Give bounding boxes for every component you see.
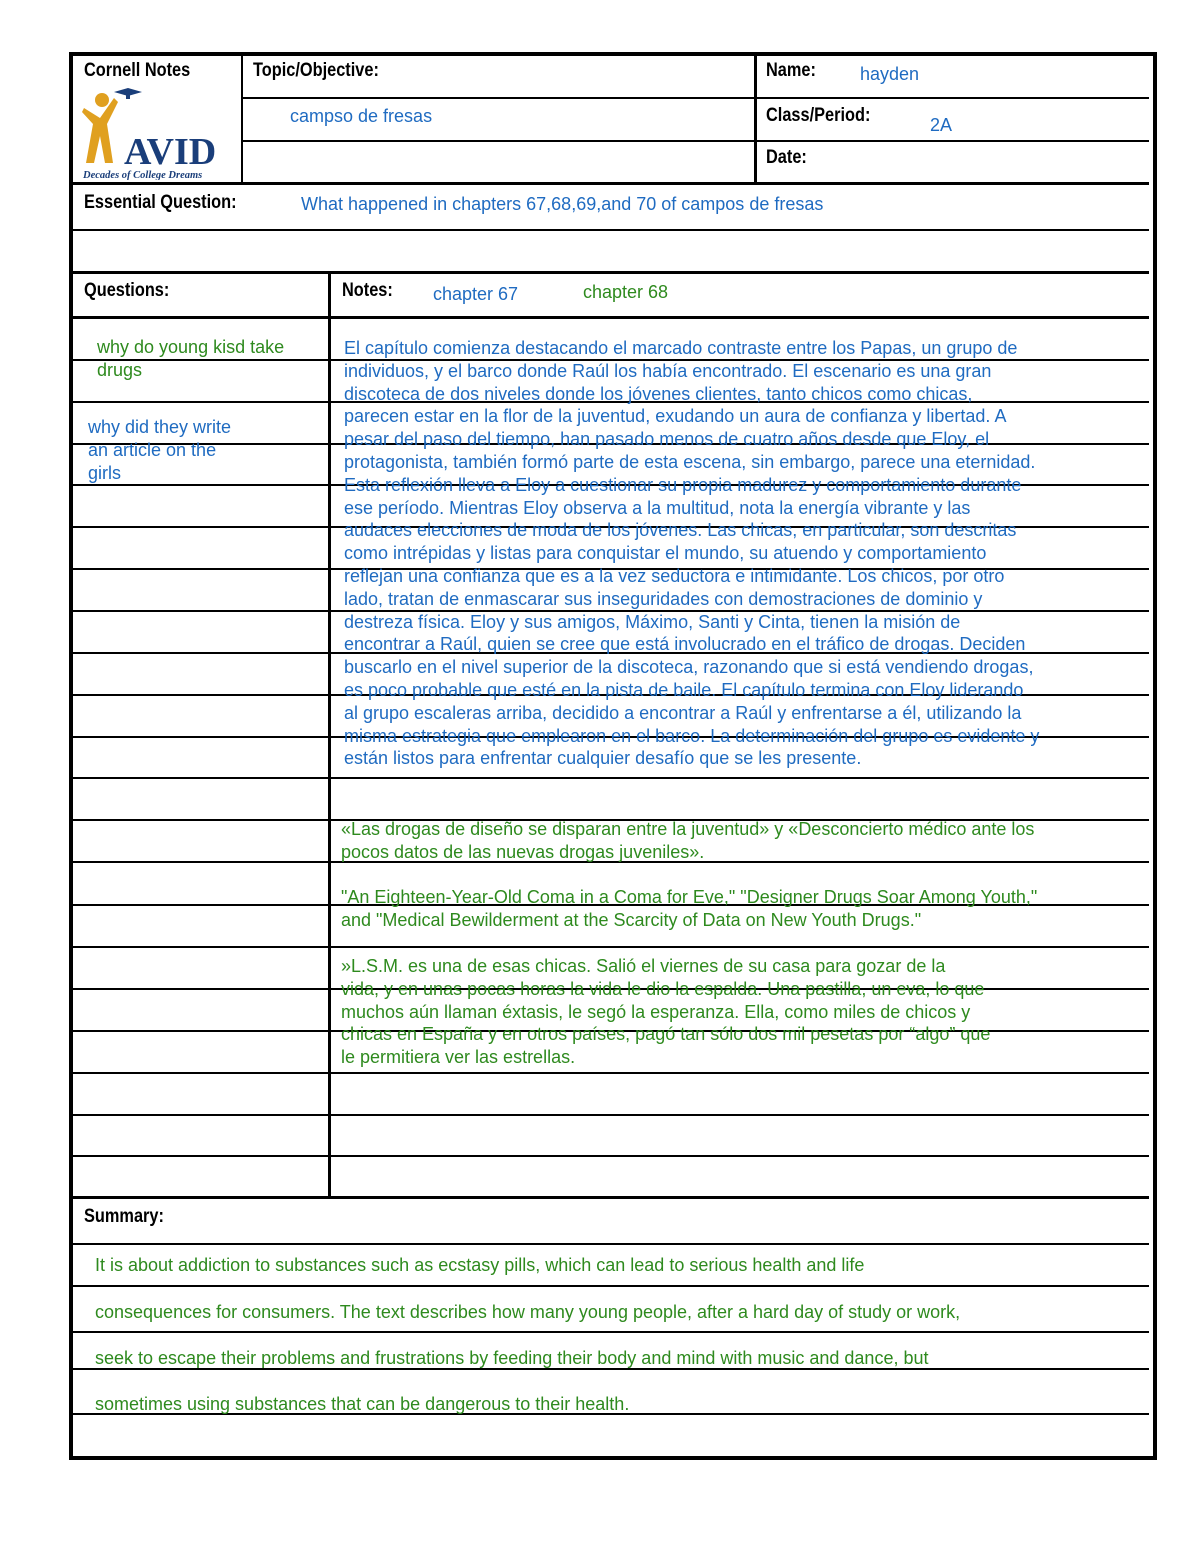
essential-rule: [73, 229, 1149, 231]
notes-line: lado, tratan de enmascarar sus inseguridades con demostraciones de dominio y: [344, 588, 983, 609]
notes-line: buscarlo en el nivel superior de la discoteca, razonando que si está vendiendo drogas,: [344, 657, 1034, 678]
avid-brand-text: AVID: [124, 131, 217, 173]
notes-line: parecen estar en la flor de la juventud, exudando un aura de confianza y libertad. A: [344, 406, 1007, 427]
question-line: drugs: [97, 359, 143, 380]
notes-line: destreza física. Eloy y sus amigos, Máximo, Santi y Cinta, tienen la misión de: [344, 611, 961, 632]
header-bottom-rule: [73, 182, 1149, 185]
notes-line: pocos datos de las nuevas drogas juveniles».: [341, 841, 705, 862]
notes-line: reflejan una confianza que es a la vez seductora e intimidante. Los chicos, por otro: [344, 565, 1005, 586]
notes-line: encontrar a Raúl, quien se cree que está involucrado en el tráfico de drogas. Deciden: [344, 634, 1026, 655]
notes-line: discoteca de dos niveles donde los jóvenes clientes, tanto chicos como chicas,: [344, 383, 973, 404]
ruled-line: [73, 1114, 1149, 1116]
question-line: an article on the: [88, 439, 217, 460]
name-label: Name:: [766, 60, 816, 81]
cornell-notes-label: Cornell Notes: [84, 60, 191, 81]
notes-line: ese período. Mientras Eloy observa a la multitud, nota la energía vibrante y las: [344, 497, 971, 518]
essential-question-label: Essential Question:: [84, 192, 237, 213]
notes-line: El capítulo comienza destacando el marcado contraste entre los Papas, un grupo de: [344, 338, 1018, 358]
summary-line: consequences for consumers. The text describes how many young people, after a hard day of study or work,: [95, 1302, 961, 1322]
summary-rule: [73, 1243, 1149, 1245]
header-rule: [243, 140, 1149, 142]
question-item: [88, 416, 231, 484]
notes-line: muchos aún llaman éxtasis, le segó la esperanza. Ella, como miles de chicos y: [341, 1001, 971, 1022]
summary-label: Summary:: [84, 1206, 164, 1227]
ruled-line: [73, 1155, 1149, 1157]
notes-bottom-rule: [73, 1196, 1149, 1199]
summary-rule: [73, 1331, 1149, 1333]
notes-line: individuos, y el barco donde Raúl los había encontrado. El escenario es una gran: [344, 360, 992, 381]
ruled-line: [73, 777, 1149, 779]
notes-line: le permitiera ver las estrellas.: [341, 1047, 576, 1068]
header-rule: [243, 97, 1149, 99]
notes-line: "An Eighteen-Year-Old Coma in a Coma for Eve," "Designer Drugs Soar Among Youth,": [341, 887, 1038, 907]
chapter-68-heading: chapter 68: [583, 282, 669, 302]
notes-line: and "Medical Bewilderment at the Scarcity of Data on New Youth Drugs.": [341, 909, 922, 930]
notes-line: «Las drogas de diseño se disparan entre la juventud» y «Desconcierto médico ante los: [341, 819, 1035, 839]
notes-line: audaces elecciones de moda de los jóvenes. Las chicas, en particular, son descritas: [344, 520, 1017, 541]
notes-line: pesar del paso del tiempo, han pasado menos de cuatro años desde que Eloy, el: [344, 429, 990, 450]
questions-label: Questions:: [84, 280, 170, 301]
notes-paragraph-headlines-en: [341, 886, 1037, 932]
header-divider-2: [754, 56, 757, 184]
notes-paragraph-headlines-es: [341, 818, 1034, 864]
notes-line: misma estrategia que emplearon en el barco. La determinación del grupo es evidente y: [344, 725, 1040, 746]
avid-logo: [80, 88, 240, 180]
summary-line: seek to escape their problems and frustrations by feeding their body and mind with music and dance, but: [95, 1348, 929, 1368]
notes-line: es poco probable que esté en la pista de baile. El capítulo termina con Eloy liderando: [344, 679, 1024, 700]
question-item: [97, 336, 284, 382]
notes-line: como intrépidas y listas para conquistar el mundo, su atuendo y comportamiento: [344, 543, 987, 564]
summary-line: It is about addiction to substances such as ecstasy pills, which can lead to serious health and life: [95, 1255, 865, 1275]
essential-bottom-rule: [73, 271, 1149, 274]
questions-header-rule: [73, 316, 1149, 319]
question-line: why did they write: [88, 417, 232, 437]
notes-line: al grupo escaleras arriba, decidido a encontrar a Raúl y enfrentarse a él, utilizando la: [344, 702, 1022, 723]
notes-line: chicas en España y en otros países, pagó tan sólo dos mil pesetas por “algo” que: [341, 1024, 991, 1045]
essential-question-value[interactable]: What happened in chapters 67,68,69,and 70 of campos de fresas: [301, 194, 824, 214]
notes-paragraph-chapter-67: [344, 337, 1039, 770]
notes-line: »L.S.M. es una de esas chicas. Salió el viernes de su casa para gozar de la: [341, 956, 946, 976]
notes-line: vida, y en unas pocas horas la vida le dio la espalda. Una pastilla, un eva, lo que: [341, 978, 985, 999]
question-line: why do young kisd take: [97, 337, 285, 357]
summary-line: sometimes using substances that can be dangerous to their health.: [95, 1394, 630, 1414]
ruled-line: [73, 1072, 1149, 1074]
class-period-label: Class/Period:: [766, 105, 871, 126]
notes-line: protagonista, también formó parte de esta escena, sin embargo, parece una eternidad.: [344, 451, 1036, 472]
notes-line: Esta reflexión lleva a Eloy a cuestionar su propia madurez y comportamiento durante: [344, 474, 1022, 495]
summary-rule: [73, 1285, 1149, 1287]
notes-line: están listos para enfrentar cualquier desafío que se les presente.: [344, 748, 862, 769]
date-label: Date:: [766, 147, 807, 168]
ruled-line: [73, 946, 1149, 948]
chapter-67-heading: chapter 67: [433, 284, 519, 304]
topic-label: Topic/Objective:: [253, 60, 379, 81]
header-divider-1: [241, 56, 243, 184]
topic-value[interactable]: campso de fresas: [290, 106, 433, 126]
notes-label: Notes:: [342, 280, 393, 301]
notes-paragraph-quote: [341, 955, 990, 1069]
name-value[interactable]: hayden: [860, 64, 920, 84]
avid-tagline-text: Decades of College Dreams: [83, 170, 203, 180]
question-line: girls: [88, 462, 122, 483]
class-period-value[interactable]: 2A: [930, 115, 953, 135]
